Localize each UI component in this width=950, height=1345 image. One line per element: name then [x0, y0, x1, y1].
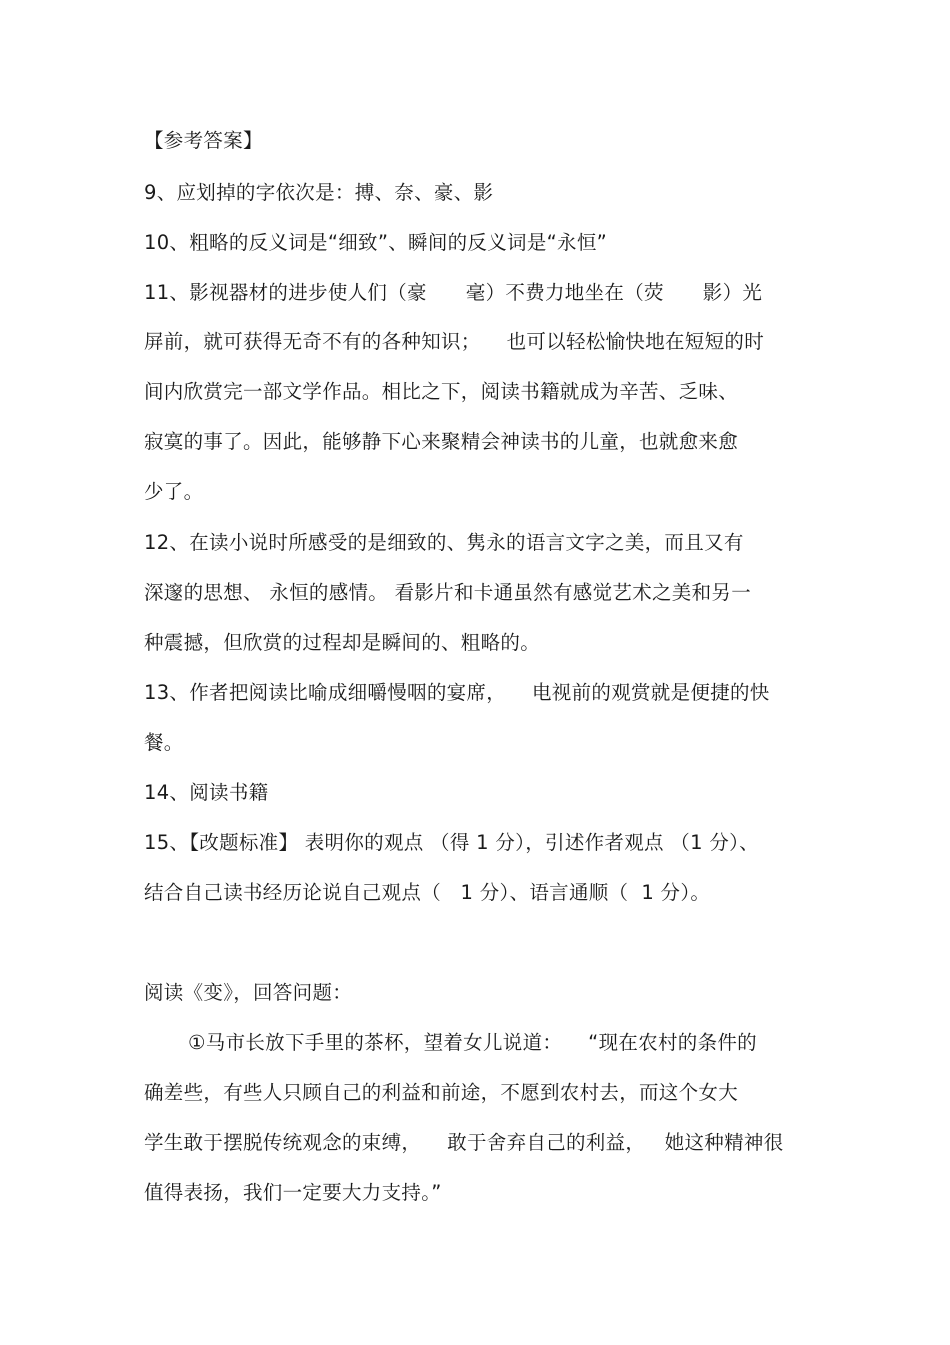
answer-15-line-1: 15、【改题标准】 表明你的观点 （得 1 分），引述作者观点 （1 分）、 [144, 831, 759, 854]
passage-paragraph-1-line-1: ①马市长放下手里的茶杯，望着女儿说道： “现在农村的条件的 [188, 1031, 757, 1054]
answer-13-line-1: 13、作者把阅读比喻成细嚼慢咽的宴席， 电视前的观赏就是便捷的快 [144, 681, 770, 704]
answer-12-line-2: 深邃的思想、 永恒的感情。 看影片和卡通虽然有感觉艺术之美和另一 [144, 581, 751, 604]
answer-13-line-2: 餐。 [144, 731, 184, 754]
reading-prompt: 阅读《变》，回答问题： [144, 981, 353, 1004]
answer-12-line-1: 12、在读小说时所感受的是细致的、隽永的语言文字之美，而且又有 [144, 531, 744, 554]
answer-15-line-2: 结合自己读书经历论说自己观点（ 1 分）、语言通顺（ 1 分）。 [144, 881, 711, 904]
answer-10: 10、粗略的反义词是“细致”、瞬间的反义词是“永恒” [144, 231, 608, 254]
answer-11-line-2: 屏前，就可获得无奇不有的各种知识； 也可以轻松愉快地在短短的时 [144, 330, 764, 353]
passage-paragraph-1-line-4: 值得表扬，我们一定要大力支持。” [144, 1181, 442, 1204]
answer-11-line-5: 少了。 [144, 480, 204, 503]
passage-paragraph-1-line-3: 学生敢于摆脱传统观念的束缚， 敢于舍弃自己的利益， 她这种精神很 [144, 1131, 784, 1154]
answer-9: 9、应划掉的字依次是：搏、奈、豪、影 [144, 181, 494, 204]
answer-12-line-3: 种震撼，但欣赏的过程却是瞬间的、粗略的。 [144, 631, 541, 654]
answer-heading: 【参考答案】 [144, 129, 263, 152]
answer-11-line-1: 11、影视器材的进步使人们（豪 毫）不费力地坐在（荧 影）光 [144, 281, 763, 304]
passage-paragraph-1-line-2: 确差些，有些人只顾自己的利益和前途，不愿到农村去，而这个女大 [144, 1081, 739, 1104]
answer-11-line-4: 寂寞的事了。因此，能够静下心来聚精会神读书的儿童，也就愈来愈 [144, 430, 739, 453]
answer-14: 14、阅读书籍 [144, 781, 269, 804]
answer-11-line-3: 间内欣赏完一部文学作品。相比之下，阅读书籍就成为辛苦、乏味、 [144, 380, 739, 403]
